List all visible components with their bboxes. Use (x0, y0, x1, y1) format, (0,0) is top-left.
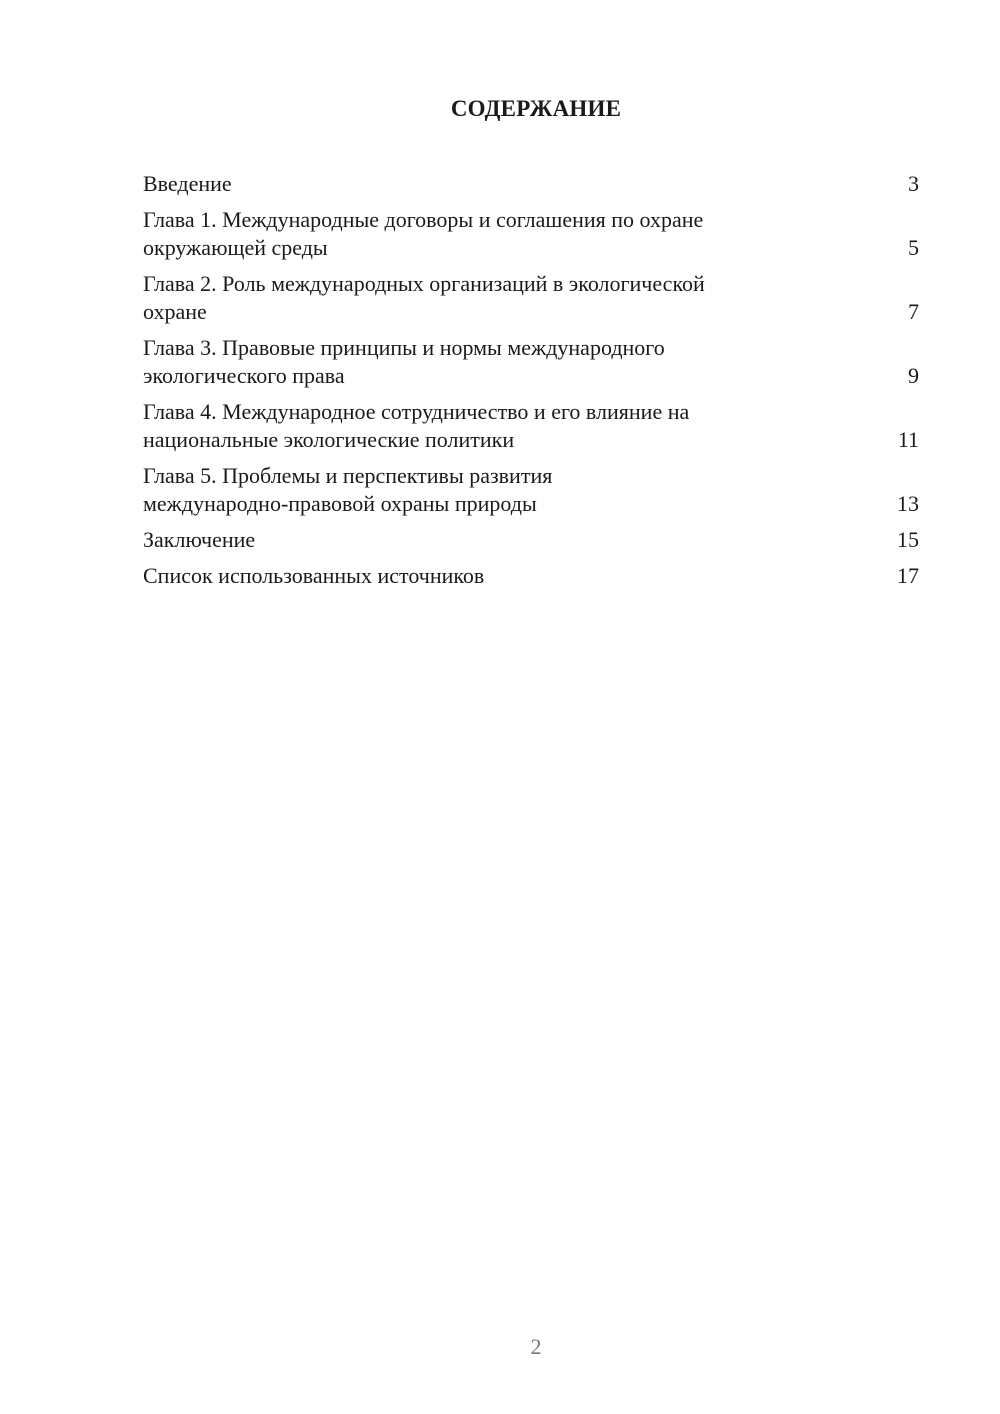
table-of-contents (143, 170, 919, 598)
toc-entry-page: 13 (897, 491, 919, 516)
toc-entry-introduction[interactable] (143, 170, 919, 198)
toc-entry-title-line: национальные экологические политики (143, 427, 515, 452)
page-number: 2 (530, 1334, 542, 1359)
toc-entry-conclusion[interactable] (143, 526, 919, 554)
toc-entry-page: 9 (908, 363, 919, 388)
toc-entry-title-line: Введение (143, 171, 232, 196)
toc-entry-page: 3 (908, 171, 919, 196)
toc-entry-title-line: экологического права (143, 363, 345, 388)
toc-entry-title (143, 270, 888, 326)
toc-entry-title (143, 462, 877, 518)
toc-entry-chapter-5[interactable] (143, 462, 919, 518)
toc-entry-title-line: Глава 5. Проблемы и перспективы развития (143, 463, 553, 488)
toc-entry-page: 7 (908, 299, 919, 324)
toc-entry-references[interactable] (143, 562, 919, 590)
toc-entry-title-line: Заключение (143, 527, 256, 552)
toc-entry-chapter-4[interactable] (143, 398, 919, 454)
toc-entry-title (143, 526, 877, 554)
toc-entry-page: 5 (908, 235, 919, 260)
toc-entry-title-line: Глава 2. Роль международных организаций в экологической (143, 271, 705, 296)
toc-entry-chapter-1[interactable] (143, 206, 919, 262)
toc-entry-title-line: Глава 4. Международное сотрудничество и его влияние на (143, 399, 690, 424)
toc-entry-title-line: окружающей среды (143, 235, 328, 260)
toc-entry-title-line: Список использованных источников (143, 563, 485, 588)
toc-entry-title (143, 334, 888, 390)
toc-entry-page: 11 (897, 427, 919, 452)
toc-entry-title-line: Глава 1. Международные договоры и соглашения по охране (143, 207, 704, 232)
toc-entry-page: 15 (897, 527, 919, 552)
toc-entry-chapter-3[interactable] (143, 334, 919, 390)
toc-entry-title-line: охране (143, 299, 207, 324)
toc-entry-page: 17 (897, 563, 919, 588)
toc-entry-title (143, 206, 888, 262)
toc-entry-chapter-2[interactable] (143, 270, 919, 326)
toc-entry-title (143, 170, 888, 198)
toc-entry-title (143, 562, 877, 590)
toc-entry-title-line: Глава 3. Правовые принципы и нормы международного (143, 335, 665, 360)
toc-entry-title (143, 398, 878, 454)
toc-entry-title-line: международно-правовой охраны природы (143, 491, 537, 516)
page-title: СОДЕРЖАНИЕ (450, 96, 622, 121)
